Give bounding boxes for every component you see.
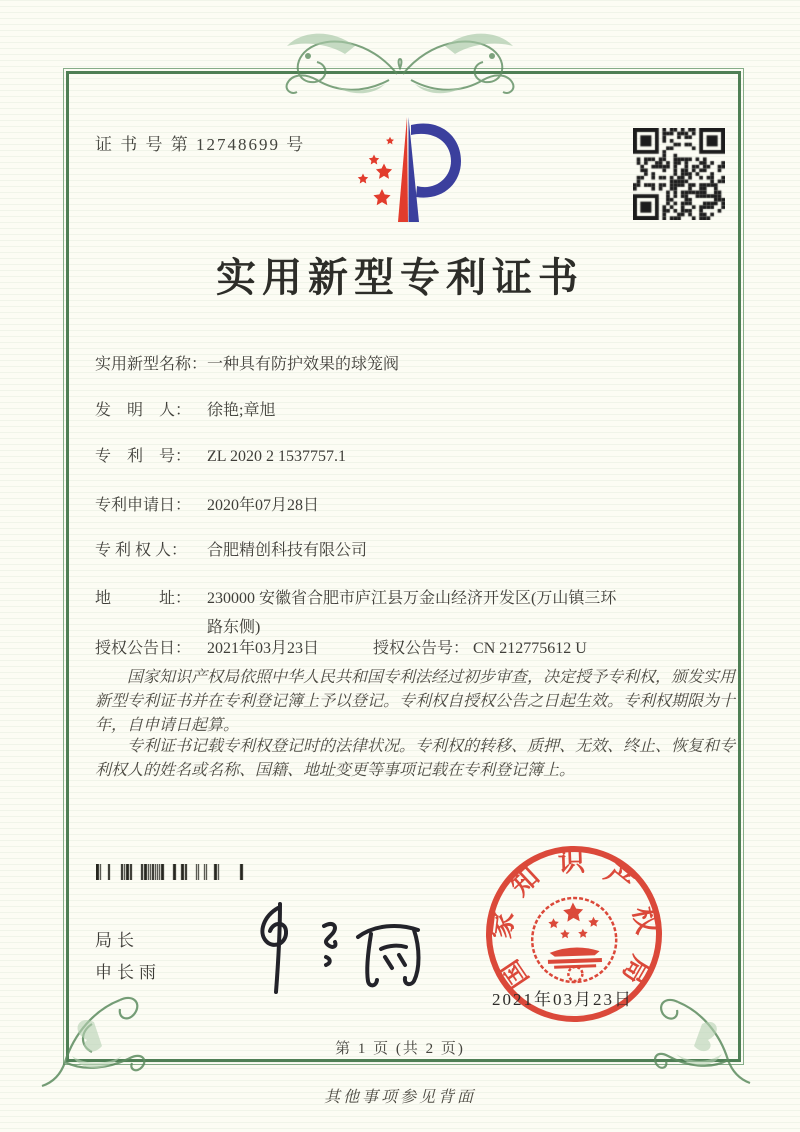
director-signature <box>228 896 433 996</box>
barcode <box>96 864 251 880</box>
certificate-title: 实用新型专利证书 <box>216 255 584 300</box>
seal-char: 国 <box>494 954 535 994</box>
page-number: 第 1 页 (共 2 页) <box>335 1041 465 1057</box>
field-row-inventor <box>95 396 745 425</box>
field-value: ZL 2020 2 1537757.1 <box>207 448 346 465</box>
field-value: 徐艳;章旭 <box>207 402 276 419</box>
field-label: 专 利 权 人： <box>95 542 188 559</box>
legal-paragraph-1: 国家知识产权局依照中华人民共和国专利法经过初步审查，决定授予专利权，颁发实用新型专利证书并在专利登记簿上予以登记。专利权自授权公告之日起生效。专利权期限为十年，自申请日起算。 <box>95 669 736 734</box>
qr-code <box>633 128 725 220</box>
field-row-patent-number <box>95 442 745 471</box>
national-emblem-icon <box>531 897 618 984</box>
seal-char: 家 <box>486 909 520 941</box>
certificate-number: 证 书 号 第 12748699 号 <box>95 135 306 154</box>
field-row-address <box>95 584 745 636</box>
field-label: 授权公告号： <box>373 640 470 657</box>
field-label: 授权公告日： <box>95 640 192 657</box>
field-value: 2021年03月23日 <box>207 640 320 657</box>
field-value: 合肥精创科技有限公司 <box>207 542 368 559</box>
field-label: 专利申请日： <box>95 497 192 514</box>
field-label: 实用新型名称： <box>95 356 208 373</box>
seal-char: 识 <box>557 846 586 878</box>
cnipa-logo-icon <box>338 110 466 230</box>
footer-note: 其他事项参见背面 <box>323 1089 476 1106</box>
director-title: 局长 <box>95 931 139 950</box>
legal-paragraph-2: 专利证书记载专利权登记时的法律状况。专利权的转移、质押、无效、终止、恢复和专利权人的姓名或名称、国籍、地址变更等事项记载在专利登记簿上。 <box>95 738 736 779</box>
seal-char: 权 <box>627 904 662 937</box>
top-flourish-ornament <box>245 22 555 107</box>
field-row-utility-name <box>95 350 745 379</box>
field-value: CN 212775612 U <box>473 640 587 657</box>
field-pair-grant-number <box>373 634 587 663</box>
seal-date: 2021年03月23日 <box>492 990 633 1009</box>
field-value: 230000 安徽省合肥市庐江县万金山经济开发区(万山镇三环路东侧) <box>207 590 617 636</box>
seal-char: 局 <box>616 950 657 990</box>
field-label: 发 明 人： <box>95 402 192 419</box>
field-row-patentee <box>95 536 745 565</box>
field-value: 2020年07月28日 <box>207 497 320 514</box>
field-row-grant <box>95 634 745 663</box>
field-label: 专 利 号： <box>95 448 192 465</box>
field-value: 一种具有防护效果的球笼阀 <box>207 356 400 373</box>
field-row-filing-date <box>95 491 745 520</box>
director-name: 申长雨 <box>95 963 161 982</box>
field-label: 地 址： <box>95 590 192 607</box>
seal-char: 产 <box>599 857 640 899</box>
seal-char: 知 <box>504 861 545 902</box>
